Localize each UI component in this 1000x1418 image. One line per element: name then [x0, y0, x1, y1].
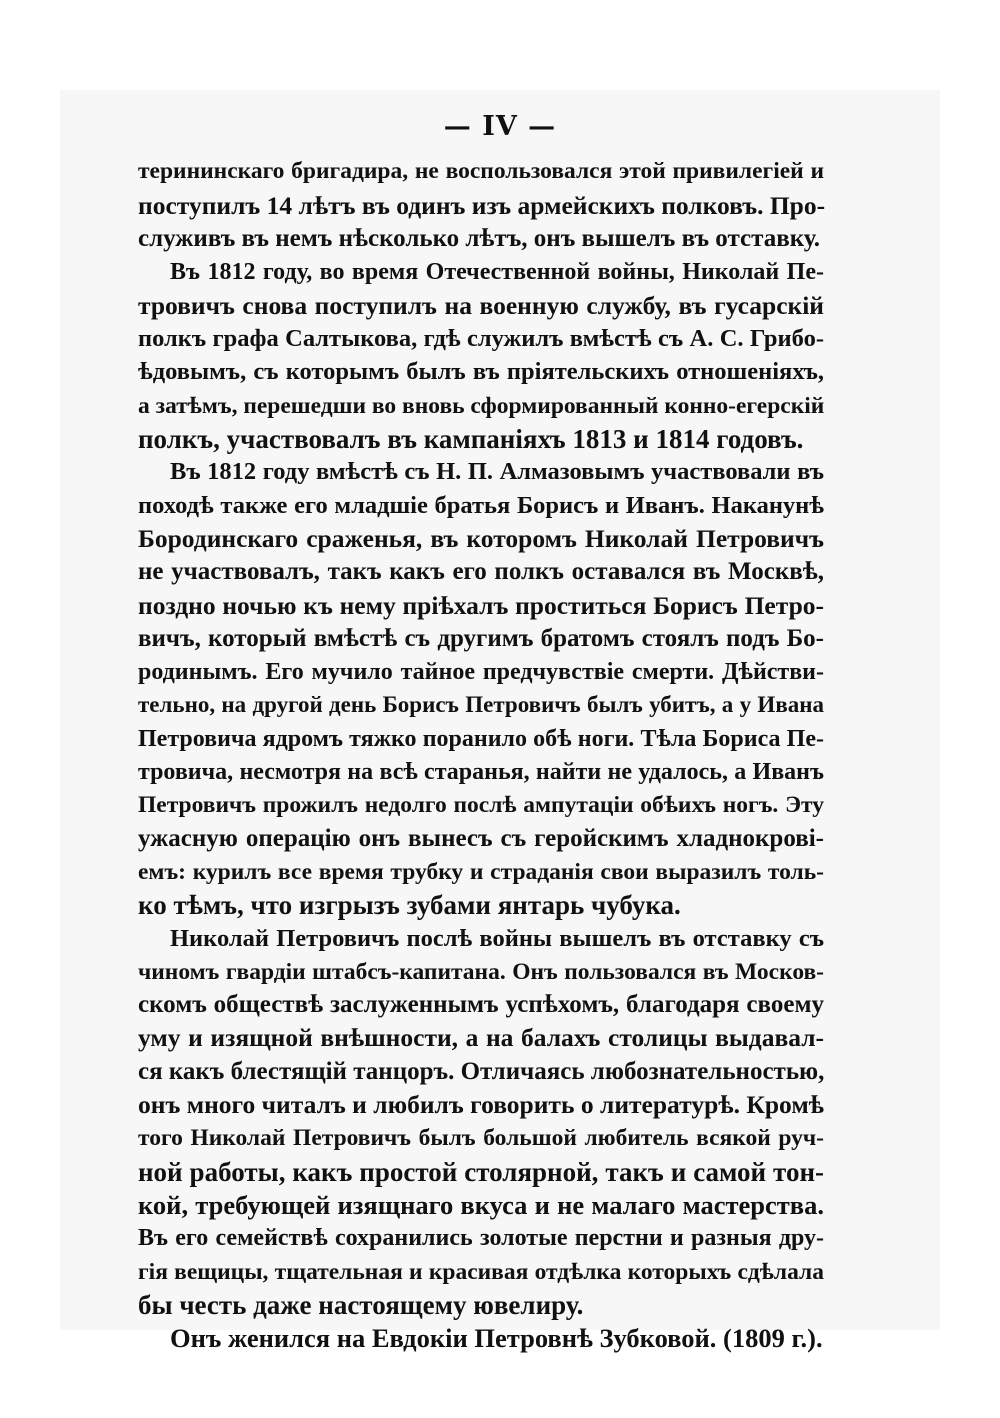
text-line-19: тровича, несмотря на всѣ старанья, найти не удалось, а Иванъ: [138, 759, 824, 785]
text-line-24: Николай Петровичъ послѣ войны вышелъ въ отставку съ: [170, 925, 824, 952]
text-line-31: ной работы, какъ простой столярной, такъ и самой тон-: [138, 1157, 824, 1187]
text-line-1: терининскаго бригадира, не воспользовался этой привилегiей и: [138, 158, 824, 184]
text-line-25: чиномъ гвардiи штабсъ-капитана. Онъ пользовался въ Москов-: [138, 959, 824, 985]
text-line-23: ко тѣмъ, что изгрызъ зубами янтарь чубука.: [138, 890, 681, 920]
text-line-30: того Николай Петровичъ былъ большой любитель всякой руч-: [138, 1125, 824, 1151]
text-line-36: Онъ женился на Евдокiи Петровнѣ Зубковой. (1809 г.).: [170, 1323, 823, 1353]
text-line-18: Петровича ядромъ тяжко поранило обѣ ноги. Тѣла Бориса Пе-: [138, 726, 824, 752]
text-line-10: Въ 1812 году вмѣстѣ съ Н. П. Алмазовымъ участвовали въ: [170, 458, 824, 485]
text-line-32: кой, требующей изящнаго вкуса и не малаго мастерства.: [138, 1190, 824, 1220]
text-line-4: Въ 1812 году, во время Отечественной войны, Николай Пе-: [170, 259, 824, 285]
text-line-20: Петровичъ прожилъ недолго послѣ ампутацiи обѣихъ ногъ. Эту: [138, 792, 824, 818]
text-line-26: скомъ обществѣ заслуженнымъ успѣхомъ, благодаря своему: [138, 991, 824, 1018]
text-line-34: гiя вещицы, тщательная и красивая отдѣлка которыхъ сдѣлала: [138, 1259, 824, 1285]
text-line-6: полкъ графа Салтыкова, гдѣ служилъ вмѣстѣ съ А. С. Грибо-: [138, 325, 824, 352]
text-line-22: емъ: курилъ все время трубку и страданiя свои выразилъ толь-: [138, 859, 824, 885]
text-line-14: поздно ночью къ нему прiѣхалъ проститься Борисъ Петро-: [138, 591, 824, 620]
text-line-35: бы честь даже настоящему ювелиру.: [138, 1290, 584, 1320]
text-line-15: вичъ, который вмѣстѣ съ другимъ братомъ стоялъ подъ Бо-: [138, 625, 824, 652]
text-line-13: не участвовалъ, такъ какъ его полкъ оставался въ Москвѣ,: [138, 558, 824, 585]
page-number: — IV —: [443, 111, 557, 142]
text-line-29: онъ много читалъ и любилъ говорить о литературѣ. Кромѣ: [138, 1090, 824, 1119]
text-line-21: ужасную операцiю онъ вынесъ съ геройскимъ хладнокровi-: [138, 825, 824, 852]
text-line-33: Въ его семействѣ сохранились золотые перстни и разныя дру-: [138, 1225, 824, 1251]
text-line-8: а затѣмъ, перешедши во вновь сформированный конно-егерскiй: [138, 393, 825, 419]
text-line-3: служивъ въ немъ нѣсколько лѣтъ, онъ вышелъ въ отставку.: [138, 225, 821, 252]
text-line-11: походѣ также его младшiе братья Борисъ и Иванъ. Наканунѣ: [138, 492, 824, 519]
text-line-28: ся какъ блестящiй танцоръ. Отличаясь любознательностью,: [138, 1058, 825, 1085]
text-line-27: уму и изящной внѣшности, а на балахъ столицы выдавал-: [138, 1023, 824, 1052]
text-line-5: тровичъ снова поступилъ на военную службу, въ гусарскiй: [138, 291, 824, 320]
text-line-2: поступилъ 14 лѣтъ въ одинъ изъ армейскихъ полковъ. Про-: [138, 191, 826, 220]
text-line-17: тельно, на другой день Борисъ Петровичъ былъ убитъ, а у Ивана: [138, 692, 824, 717]
text-line-16: родинымъ. Его мучило тайное предчувствiе смерти. Дѣйстви-: [138, 659, 824, 685]
text-line-7: ѣдовымъ, съ которымъ былъ въ прiятельскихъ отношенiяхъ,: [138, 358, 824, 385]
text-line-12: Бородинскаго сраженья, въ которомъ Николай Петровичъ: [138, 524, 824, 553]
text-line-9: полкъ, участвовалъ въ кампанiяхъ 1813 и 1814 годовъ.: [138, 424, 804, 454]
